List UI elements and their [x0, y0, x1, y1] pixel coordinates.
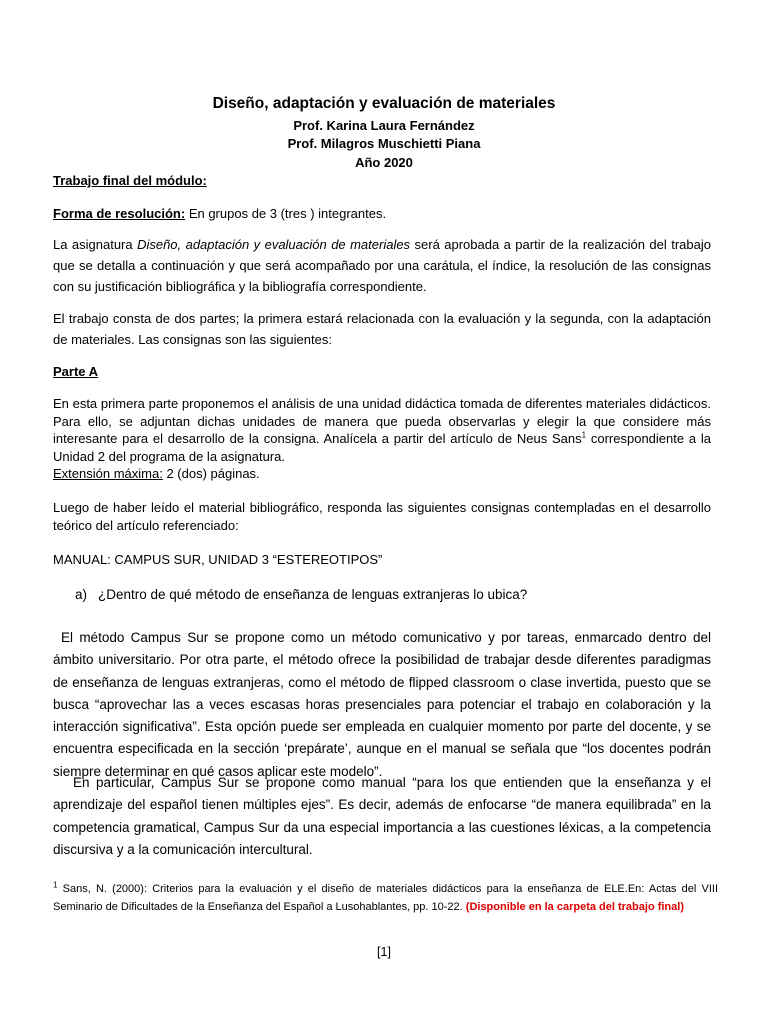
professor-2: Prof. Milagros Muschietti Piana: [287, 136, 481, 151]
footnote: [53, 880, 718, 916]
professor-1: Prof. Karina Laura Fernández: [293, 118, 475, 133]
part-a-text-b: correspondiente a la Unidad 2 del programa de la asignatura.: [53, 431, 711, 464]
intro-text-a: La asignatura: [53, 237, 138, 252]
extension-label: Extensión máxima:: [53, 466, 163, 481]
resolution-line: [53, 203, 711, 224]
footnote-ref: 1: [581, 430, 587, 440]
section-title: Trabajo final del módulo:: [53, 173, 207, 188]
page-number: [1]: [377, 945, 391, 959]
extension-text: 2 (dos) páginas.: [162, 466, 260, 481]
intro-paragraph-1: [53, 234, 711, 297]
intro-paragraph-2: El trabajo consta de dos partes; la primera estará relacionada con la evaluación y la segunda, con la adaptación de materiales. Las consignas son las siguientes:: [53, 311, 711, 347]
manual-title: MANUAL: CAMPUS SUR, UNIDAD 3 “ESTEREOTIPOS”: [53, 552, 383, 567]
footnote-text: Sans, N. (2000): Criterios para la evaluación y el diseño de materiales didácticos para la enseñanza de ELE.En: Actas del VIII Seminario de Dificultades de la Enseñanza del Español a Lusohablantes, pp. 10-22.: [53, 883, 718, 913]
part-a-heading: Parte A: [53, 364, 99, 379]
part-a-paragraph-1: [53, 395, 711, 483]
document-title: Diseño, adaptación y evaluación de materiales: [212, 95, 556, 112]
footnote-marker: 1: [53, 880, 58, 890]
question-text: ¿Dentro de qué método de enseñanza de lenguas extranjeras lo ubica?: [98, 587, 528, 602]
subject-name: Diseño, adaptación y evaluación de materiales: [137, 237, 411, 252]
resolution-label: Forma de resolución:: [53, 206, 186, 221]
intro-text-b: será aprobada a partir de la realización del trabajo que se detalla a continuación y que será acompañado por una carátula, el índice, la resolución de las consignas con su justificación bibliográfica y la bibliografía correspondiente.: [53, 237, 711, 294]
resolution-text: En grupos de 3 (tres ) integrantes.: [185, 206, 387, 221]
answer-paragraph-2: En particular, Campus Sur se propone como manual “para los que entienden que la enseñanza y el aprendizaje del español tienen múltiples ejes”. Es decir, además de enfocarse “de manera equilibrada” en la competencia gramatical, Campus Sur da una especial importancia a las cuestiones léxicas, a la competencia discursiva y a la comunicación intercultural.: [53, 775, 711, 857]
year: Año 2020: [355, 155, 413, 170]
question-marker: a): [75, 587, 88, 602]
part-a-paragraph-2: Luego de haber leído el material bibliográfico, responda las siguientes consignas contempladas en el desarrollo teórico del artículo referenciado:: [53, 500, 711, 533]
footnote-availability: (Disponible en la carpeta del trabajo final): [465, 901, 684, 913]
part-a-text-a: En esta primera parte proponemos el análisis de una unidad didáctica tomada de diferentes materiales didácticos. Para ello, se adjuntan dichas unidades de manera que pueda observarlas y elegir la que considere más interesante para el desarrollo de la consigna. Analícela a partir del artículo de Neus Sans: [53, 396, 711, 446]
answer-paragraph-1: El método Campus Sur se propone como un método comunicativo y por tareas, enmarcado dentro del ámbito universitario. Por otra parte, el método ofrece la posibilidad de trabajar desde diferentes paradigmas de enseñanza de lenguas extranjeras, como el método de flipped classroom o clase invertida, puesto que se busca “aprovechar las a veces escasas horas presenciales para potenciar el trabajo en colaboración y la interacción significativa”. Esta opción puede ser empleada en cualquier momento por parte del docente, y se encuentra especificada en la sección ‘prepárate’, aunque en el manual se señala que “los docentes podrán siempre determinar en qué casos aplicar este modelo”.: [53, 630, 711, 779]
question-a: [53, 584, 711, 605]
